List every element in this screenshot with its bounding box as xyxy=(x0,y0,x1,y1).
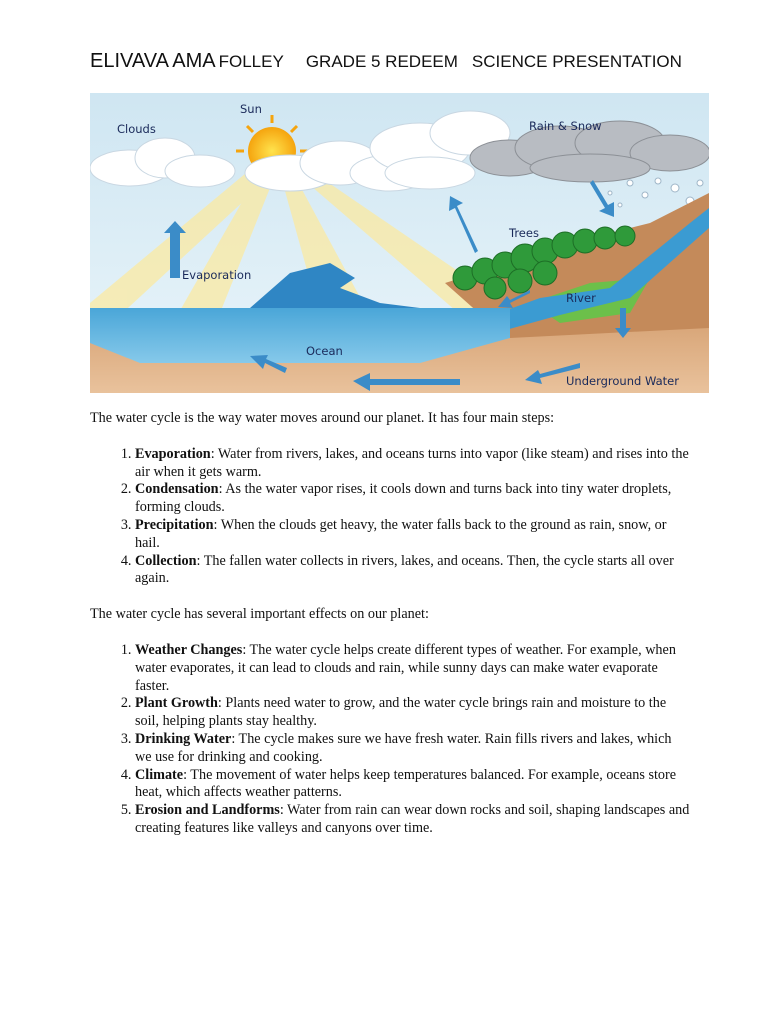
label-trees: Trees xyxy=(509,226,539,240)
label-ocean: Ocean xyxy=(306,344,343,358)
list-item xyxy=(135,553,690,589)
label-underground-water: Underground Water xyxy=(566,374,679,388)
effects-intro-paragraph: The water cycle has several important effects on our planet: xyxy=(90,606,429,623)
effect-term: Climate xyxy=(135,766,184,783)
intro-paragraph: The water cycle is the way water moves around our planet. It has four main steps: xyxy=(90,410,555,426)
list-item xyxy=(135,695,690,731)
step-text: : The fallen water collects in rivers, lakes, and oceans. Then, the cycle starts all over again. xyxy=(135,552,674,587)
document-body xyxy=(90,410,690,856)
label-sun: Sun xyxy=(240,102,262,116)
effect-text: : The movement of water helps keep temperatures balanced. For example, oceans store heat, which affects weather patterns. xyxy=(135,766,677,801)
student-name: ELIVAVA AMA xyxy=(90,50,216,72)
step-term: Precipitation xyxy=(135,516,214,533)
list-item xyxy=(135,446,690,482)
effect-term: Plant Growth xyxy=(135,695,218,712)
step-text: : When the clouds get heavy, the water falls back to the ground as rain, snow, or hail. xyxy=(135,516,667,551)
document-header xyxy=(90,50,730,73)
subject-label: SCIENCE PRESENTATION xyxy=(471,52,682,71)
list-item xyxy=(135,731,690,767)
list-item xyxy=(135,481,690,517)
list-item xyxy=(135,767,690,803)
step-text: : Water from rivers, lakes, and oceans turns into vapor (like steam) and rises into the air when it gets warm. xyxy=(135,445,689,480)
step-term: Evaporation xyxy=(135,445,211,462)
effect-text: : Water from rain can wear down rocks and soil, shaping landscapes and creating features like valleys and canyons over time. xyxy=(135,802,690,836)
steps-list xyxy=(90,446,690,588)
effects-list xyxy=(90,642,690,838)
step-text: : As the water vapor rises, it cools down and turns back into tiny water droplets, forming clouds. xyxy=(135,481,672,516)
student-surname: FOLLEY xyxy=(218,52,284,71)
effect-term: Weather Changes xyxy=(135,641,243,658)
effect-term: Erosion and Landforms xyxy=(135,802,280,819)
ocean xyxy=(90,308,510,363)
effect-text: : Plants need water to grow, and the water cycle brings rain and moisture to the soil, helping plants stay healthy. xyxy=(135,695,667,730)
water-cycle-diagram xyxy=(90,93,709,393)
label-evaporation: Evaporation xyxy=(182,268,252,282)
effect-text: : The water cycle helps create different types of weather. For example, when water evaporates, it can lead to clouds and rain, while sunny days can make water evaporate faster. xyxy=(135,641,676,694)
label-rain-snow: Rain & Snow xyxy=(529,119,602,133)
list-item xyxy=(135,517,690,553)
step-term: Collection xyxy=(135,552,197,569)
grade-label: GRADE 5 REDEEM xyxy=(305,52,458,71)
effect-term: Drinking Water xyxy=(135,730,232,747)
step-term: Condensation xyxy=(135,481,219,498)
list-item xyxy=(135,642,690,695)
list-item xyxy=(135,802,690,838)
label-clouds: Clouds xyxy=(117,122,156,136)
label-river: River xyxy=(566,291,596,305)
effect-text: : The cycle makes sure we have fresh water. Rain fills rivers and lakes, which we use for drinking and cooking. xyxy=(135,730,672,765)
